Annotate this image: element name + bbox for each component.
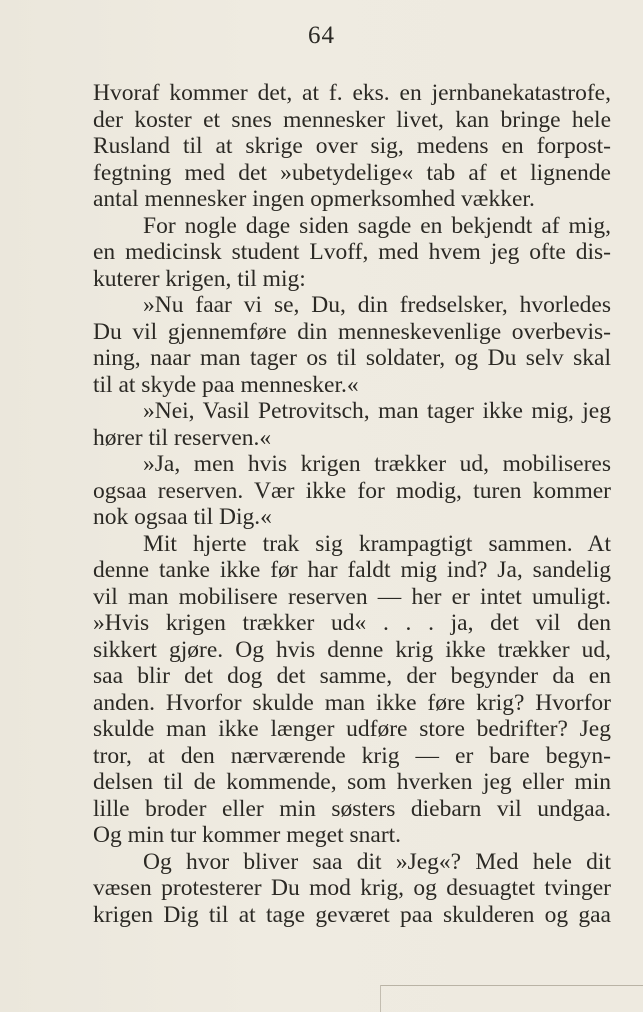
text-line: Og min tur kommer meget snart. <box>93 822 402 848</box>
text-line: krigen Dig til at tage geværet paa skulderen og gaa <box>93 901 611 928</box>
text-line: saa blir det dog det samme, der begynder da en <box>93 663 611 689</box>
text-line: »Hvis krigen trækker ud« . . . ja, det vil den <box>93 610 611 636</box>
text-line: ning, naar man tager os til soldater, og Du selv skal <box>93 345 611 371</box>
text-line: skulde man ikke længer udføre store bedrifter? Jeg <box>93 716 611 742</box>
text-line: en medicinsk student Lvoff, med hvem jeg ofte dis- <box>93 239 611 265</box>
page-edge-line <box>380 985 643 986</box>
text-line: sikkert gjøre. Og hvis denne krig ikke trækker ud, <box>93 636 611 663</box>
text-line: ogsaa reserven. Vær ikke for modig, turen kommer <box>93 477 611 504</box>
text-line: Mit hjerte trak sig krampagtigt sammen. At <box>143 530 611 557</box>
text-line: til at skyde paa mennesker.« <box>93 371 359 398</box>
text-line: nok ogsaa til Dig.« <box>93 504 272 530</box>
text-line: Og hvor bliver saa dit »Jeg«? Med hele dit <box>143 848 611 875</box>
text-line: der koster et snes mennesker livet, kan bringe hele <box>93 106 611 133</box>
text-line: Hvoraf kommer det, at f. eks. en jernbanekatastrofe, <box>93 80 611 106</box>
page-edge-mark <box>380 985 381 1012</box>
text-line: hører til reserven.« <box>93 424 272 451</box>
text-line: væsen protesterer Du mod krig, og desuagtet tvinger <box>93 875 611 901</box>
text-line: antal mennesker ingen opmerksomhed vækker. <box>93 186 535 212</box>
text-line: kuterer krigen, til mig: <box>93 265 306 292</box>
body-text <box>93 80 611 928</box>
text-line: delsen til de kommende, som hverken jeg eller min <box>93 769 611 795</box>
text-line: fegtning med det »ubetydelige« tab af et lignende <box>93 159 611 186</box>
text-line: vil man mobilisere reserven — her er intet umuligt. <box>93 583 611 610</box>
text-line: For nogle dage siden sagde en bekjendt af mig, <box>143 212 611 239</box>
text-line: Rusland til at skrige over sig, medens en forpost- <box>93 133 611 159</box>
text-line: anden. Hvorfor skulde man ikke føre krig? Hvorfor <box>93 689 611 716</box>
page-number: 64 <box>308 22 335 49</box>
text-line: »Nu faar vi se, Du, din fredselsker, hvorledes <box>143 292 611 318</box>
text-line: tror, at den nærværende krig — er bare begyn- <box>93 742 611 769</box>
text-line: Du vil gjennemføre din menneskevenlige overbevis- <box>93 318 611 345</box>
text-line: lille broder eller min søsters diebarn vil undgaa. <box>93 795 611 822</box>
text-line: »Nei, Vasil Petrovitsch, man tager ikke mig, jeg <box>143 398 611 424</box>
text-line: »Ja, men hvis krigen trækker ud, mobiliseres <box>143 451 611 477</box>
text-line: denne tanke ikke før har faldt mig ind? Ja, sandelig <box>93 557 611 583</box>
